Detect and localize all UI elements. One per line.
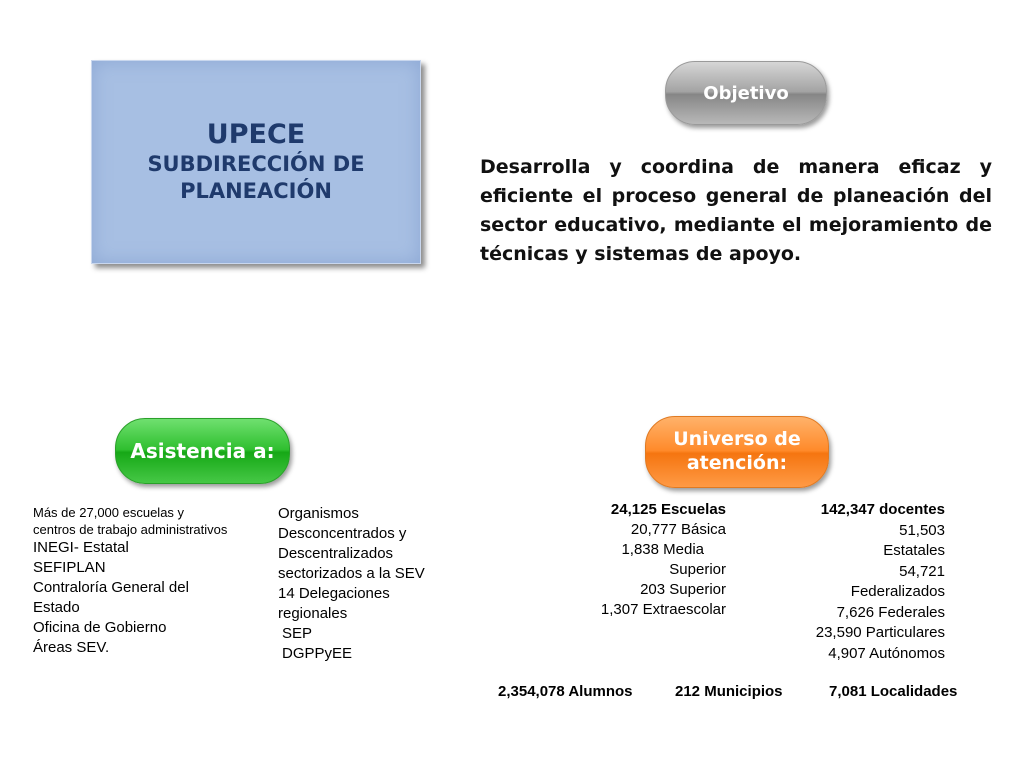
list-item: SEFIPLAN	[33, 559, 106, 576]
objetivo-description: Desarrolla y coordina de manera eficaz y eficiente el proceso general de planeación del sector educativo, mediante el mejoramiento de técnicas y sistemas de apoyo.	[480, 156, 992, 265]
stat-line: 4,907 Autónomos	[828, 644, 945, 662]
asistencia-badge	[115, 418, 290, 484]
stat-line: Superior	[669, 561, 726, 578]
stat-line: 7,626 Federales	[836, 603, 945, 621]
list-item: 14 Delegaciones	[278, 585, 390, 602]
list-item: Organismos	[278, 505, 359, 522]
list-item: Estado	[33, 599, 80, 616]
asistencia-label: Asistencia a:	[130, 439, 275, 463]
total-alumnos: 2,354,078 Alumnos	[498, 683, 633, 700]
list-item: sectorizados a la SEV	[278, 565, 425, 582]
total-localidades: 7,081 Localidades	[829, 683, 958, 700]
stat-line: 203 Superior	[640, 581, 726, 598]
intro-line: Más de 27,000 escuelas y	[33, 505, 185, 520]
unit-subtitle-line2: PLANEACIÓN	[180, 179, 332, 204]
docentes-total: 142,347 docentes	[820, 501, 945, 518]
stat-line: 51,503	[899, 521, 945, 539]
unit-subtitle-line1: SUBDIRECCIÓN DE	[147, 151, 365, 176]
list-item: Oficina de Gobierno	[33, 619, 167, 636]
stat-line: 54,721	[899, 562, 945, 580]
asistencia-list-b	[278, 504, 478, 664]
list-item: Desconcentrados y	[278, 525, 407, 542]
stat-line: Estatales	[883, 542, 945, 559]
list-item: Contraloría General del	[33, 579, 189, 596]
escuelas-stats	[570, 500, 726, 620]
list-item: Descentralizados	[278, 545, 394, 562]
objetivo-label: Objetivo	[703, 82, 789, 104]
stat-line: 23,590 Particulares	[815, 624, 945, 641]
total-municipios: 212 Municipios	[675, 683, 783, 700]
docentes-stats	[770, 500, 945, 664]
universo-label-line1: Universo de	[673, 428, 801, 451]
stat-line: 20,777 Básica	[630, 521, 726, 538]
unit-name: UPECE	[206, 118, 306, 150]
list-item: Áreas SEV.	[33, 639, 110, 656]
stat-line: Federalizados	[850, 583, 945, 600]
universo-label-line2: atención:	[686, 452, 788, 474]
unit-title-box	[91, 60, 421, 264]
list-item: INEGI- Estatal	[33, 539, 129, 556]
stat-line: 1,307 Extraescolar	[600, 601, 726, 618]
list-item: regionales	[278, 605, 348, 622]
stat-line: 1,838 Media	[621, 541, 704, 558]
list-item: SEP	[282, 625, 313, 642]
list-item: DGPPyEE	[282, 645, 353, 662]
universo-badge	[645, 416, 829, 488]
objetivo-badge	[665, 61, 827, 125]
asistencia-list-a	[33, 504, 268, 658]
escuelas-total: 24,125 Escuelas	[610, 501, 726, 518]
intro-line: centros de trabajo administrativos	[33, 522, 228, 537]
